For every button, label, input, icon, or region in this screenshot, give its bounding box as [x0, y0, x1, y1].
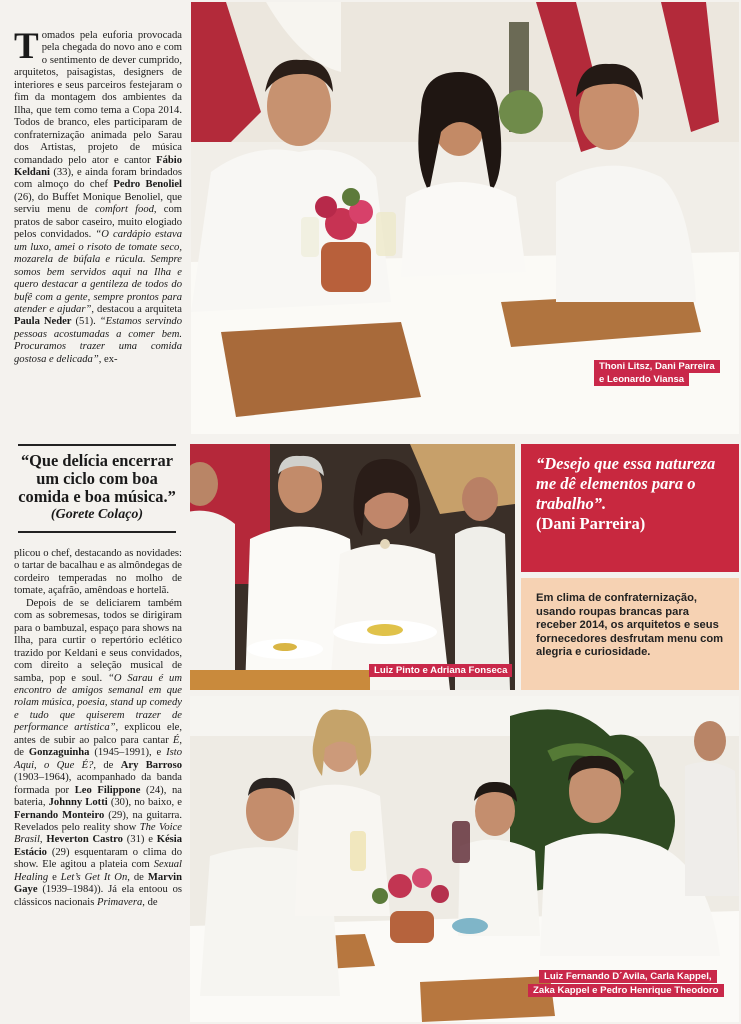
caption-top-line2: e Leonardo Viansa — [594, 373, 689, 386]
photo-mid-group — [190, 444, 515, 690]
caption-top-line1: Thoni Litsz, Dani Parreira — [594, 360, 720, 373]
caption-bottom-line2: Zaka Kappel e Pedro Henrique Theodoro — [528, 984, 724, 997]
article-paragraph: Depois de se deliciarem também com as sobremesas, todos se dirigiram para o bambuzal, espaço para shows na Ilha, para curtir o repertório eclético trazido por Keldani e seus convidados, com direito a seleção musical de samba, pop e soul. “O Sarau é um encontro de amigos semanal em que rolam música, poesia, stand up comedy e tudo que quiserem trazer de performance artística”, explicou ele, antes de subir ao palco para cantar É, de Gonzaguinha (1945–1991), e Isto Aqui, o Que É?, de Ary Barroso (1903–1964), acompanhado da banda formada por Leo Filippone (24), na bateria, Johnny Lotti (30), no baixo, e Fernando Monteiro (29), na guitarra. Revelados pelo reality show The Voice Brasil, Heverton Castro (31) e Késia Estácio (29) esquentaram o clima do show. Ele agitou a plateia com Sexual Healing e Let’s Get It On, de Marvin Gaye (1939–1984)). Já ela entoou os clássicos nacionais Primavera, de — [14, 597, 183, 908]
caption-mid: Luiz Pinto e Adriana Fonseca — [369, 664, 512, 677]
quote-box-author: (Dani Parreira) — [536, 514, 646, 533]
quote-box-text: “Desejo que essa natureza me dê elementos para o trabalho”. — [536, 454, 716, 513]
article-paragraph: plicou o chef, destacando as novidades: o tartar de bacalhau e as almôndegas de cordeiro temperadas no molho de tomate, açafrão, amêndoas e hortelã. — [14, 548, 182, 597]
quote-box — [521, 444, 739, 572]
pull-quote-author: (Gorete Colaço) — [50, 507, 144, 522]
pull-quote-text: “Que delícia encerrar um ciclo com boa comida e boa música.” — [18, 451, 176, 506]
article-text-top — [14, 26, 183, 430]
article-body-top: omados pela euforia provocada pela chegada do novo ano e com o sentimento de dever cumprido, arquitetos, paisagistas, designers de interiores e seus parceiros festejaram o fim da montagem dos ambientes da Ilha, que tem como tema a Copa 2014. Todos de branco, eles participaram de confraternização animada pelo Sarau dos Artistas, projeto de música comandado pelo ator e cantor Fábio Keldani (33), e ainda foram brindados com almoço do chef Pedro Benoliel (26), do Buffet Monique Benoliel, que serviu menu de comfort food, com pratos de sabor caseiro, muito elogiado pelos convidados. “O cardápio estava um luxo, amei o risoto de tomate seco, mozarela de búfala e rúcula. Sempre somos bem servidos aqui na Ilha e quero destacar a gentileza de todos do bufê com a gente, sempre prontos para atender e ajudar”, destacou a arquiteta Paula Neder (51). “Estamos servindo pessoas acostumadas a comer bem. Procuramos trazer uma comida gostosa e delicada”, ex- — [14, 30, 183, 365]
photo-mid-image — [190, 444, 515, 690]
pull-quote — [18, 444, 176, 533]
info-box-text: Em clima de confraternização, usando roupas brancas para receber 2014, os arquitetos e seus fornecedores desfrutam menu com alegria e curiosidade. — [536, 592, 724, 659]
info-box — [521, 578, 739, 690]
drop-cap: T — [14, 26, 39, 67]
caption-bottom-line1: Luiz Fernando D´Avila, Carla Kappel, — [539, 970, 717, 983]
article-text-bottom — [14, 548, 182, 998]
